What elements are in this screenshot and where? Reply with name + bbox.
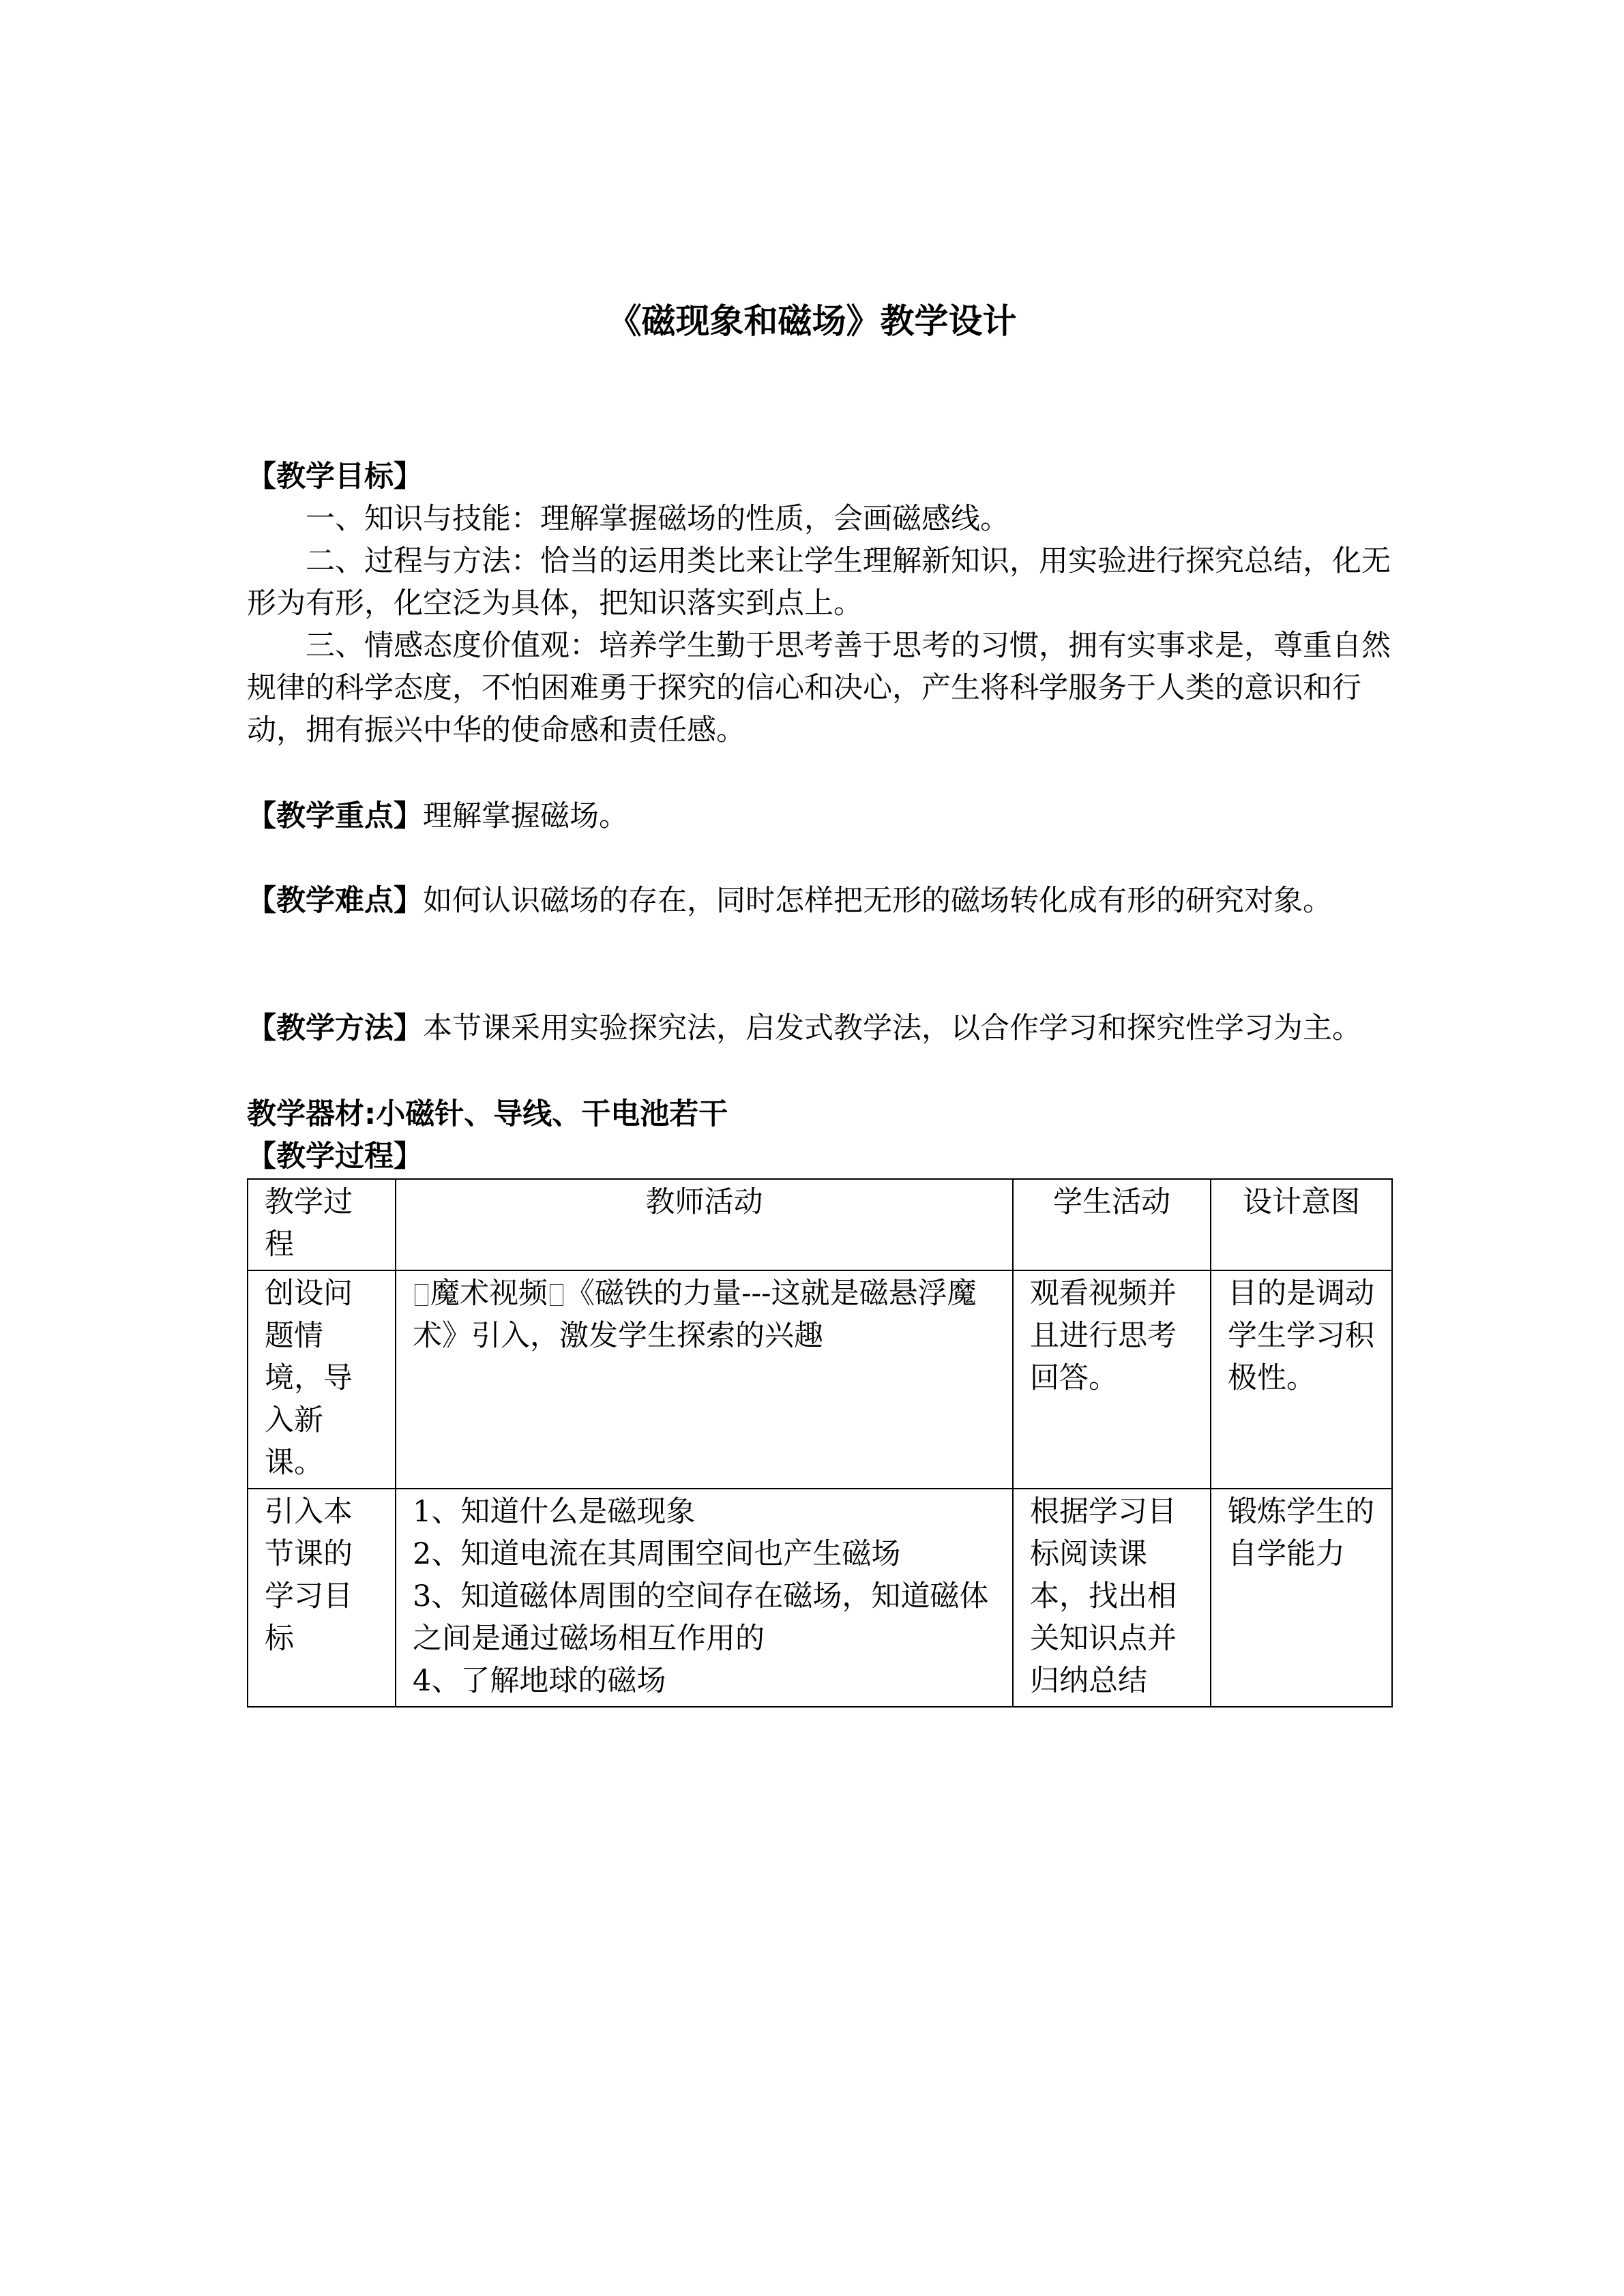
missing-glyph-box	[415, 1284, 428, 1306]
goal-line: 1、知道什么是磁现象	[413, 1495, 696, 1529]
materials-line: 教学器材:小磁针、导线、干电池若干	[247, 1097, 728, 1131]
column-header-stage: 教学过程	[248, 1179, 396, 1270]
objective-item: 二、过程与方法：恰当的运用类比来让学生理解新知识，用实验进行探究总结，化无形为有形，化空泛为具体，把知识落实到点上。	[247, 544, 1391, 621]
method-section	[247, 1007, 1391, 1049]
teacher-activity-text: 魔术视频	[430, 1277, 548, 1311]
column-header-intent: 设计意图	[1211, 1179, 1392, 1270]
method-heading: 【教学方法】	[247, 1011, 423, 1045]
missing-glyph-box	[550, 1284, 563, 1306]
table-row	[248, 1270, 1392, 1489]
table-row	[248, 1489, 1392, 1707]
key-point-heading: 【教学重点】	[247, 799, 423, 833]
goal-line: 2、知道电流在其周围空间也产生磁场	[413, 1537, 901, 1571]
objective-item: 三、情感态度价值观：培养学生勤于思考善于思考的习惯，拥有实事求是，尊重自然规律的科学态度，不怕困难勇于探究的信心和决心，产生将科学服务于人类的意识和行动，拥有振兴中华的使命感和责任感。	[247, 629, 1391, 747]
document-title: 《磁现象和磁场》教学设计	[607, 301, 1017, 341]
process-table	[247, 1178, 1393, 1708]
method-text: 本节课采用实验探究法，启发式教学法，以合作学习和探究性学习为主。	[423, 1011, 1361, 1045]
design-intent-cell: 锻炼学生的自学能力	[1211, 1489, 1392, 1707]
student-activity-cell: 根据学习目标阅读课本，找出相关知识点并归纳总结	[1013, 1489, 1211, 1707]
student-activity-cell: 观看视频并且进行思考回答。	[1013, 1270, 1211, 1489]
goal-line: 3、知道磁体周围的空间存在磁场，知道磁体之间是通过磁场相互作用的	[413, 1579, 989, 1656]
teacher-activity-cell	[396, 1270, 1013, 1489]
teacher-activity-cell	[396, 1489, 1013, 1707]
difficulty-text: 如何认识磁场的存在，同时怎样把无形的磁场转化成有形的研究对象。	[423, 884, 1332, 918]
objectives-section	[247, 456, 1391, 751]
process-heading: 【教学过程】	[247, 1139, 423, 1174]
key-point-section	[247, 795, 1391, 837]
stage-cell: 引入本节课的学习目标	[248, 1489, 396, 1707]
goal-line: 4、了解地球的磁场	[413, 1664, 666, 1698]
column-header-student: 学生活动	[1013, 1179, 1211, 1270]
objective-item: 一、知识与技能：理解掌握磁场的性质，会画磁感线。	[306, 502, 1009, 536]
design-intent-cell: 目的是调动学生学习积极性。	[1211, 1270, 1392, 1489]
teacher-activity-text: 《磁铁的力量---这就是磁悬浮魔术》引入，激发学生探索的兴趣	[413, 1277, 977, 1353]
stage-cell: 创设问题情境，导入新课。	[248, 1270, 396, 1489]
difficulty-heading: 【教学难点】	[247, 884, 423, 918]
column-header-teacher: 教师活动	[396, 1179, 1013, 1270]
difficulty-section	[247, 880, 1391, 922]
objectives-heading: 【教学目标】	[247, 460, 423, 494]
table-header-row	[248, 1179, 1392, 1270]
key-point-text: 理解掌握磁场。	[423, 799, 628, 833]
